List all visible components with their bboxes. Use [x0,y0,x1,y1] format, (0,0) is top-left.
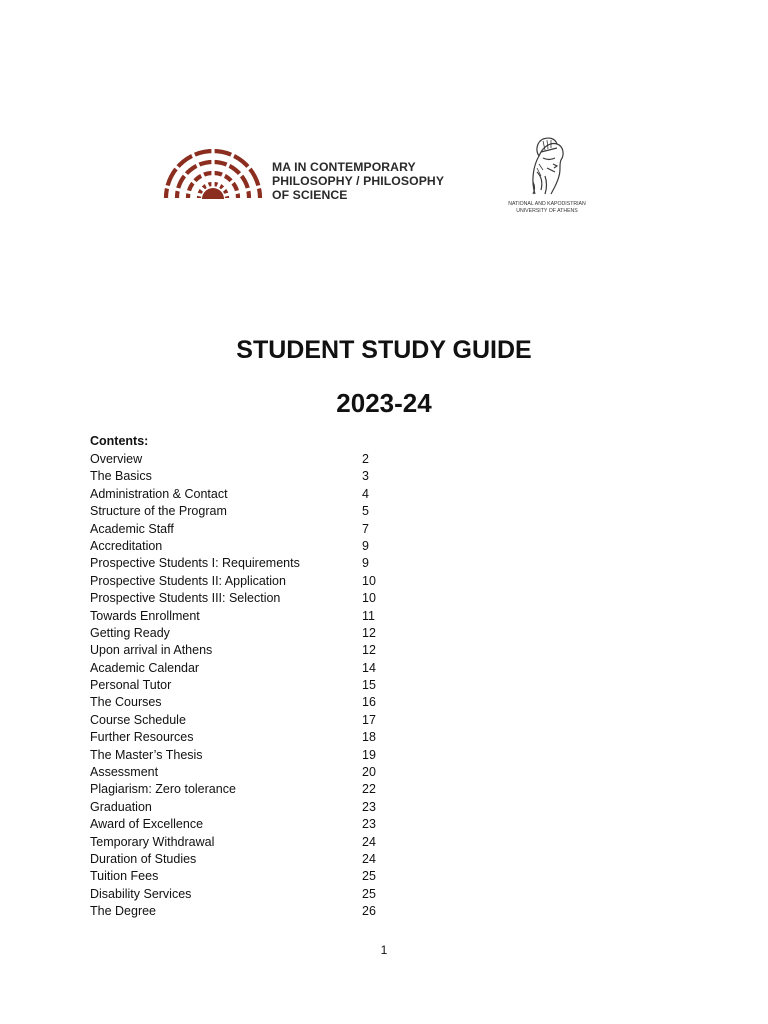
toc-entry-page: 14 [362,660,376,675]
toc-entry-label: The Degree [90,904,157,919]
toc-entry-page: 22 [362,782,376,797]
toc-entry-page: 12 [362,625,376,640]
toc-entry-page: 17 [362,712,376,727]
toc-entry-label: Getting Ready [90,625,170,640]
toc-entry [90,712,390,729]
toc-entry-label: Prospective Students II: Application [90,573,286,588]
ma-arc-logo-icon [158,142,268,204]
athena-head-icon [521,136,571,198]
toc-entry [90,886,390,903]
toc-entry-label: Award of Excellence [90,817,204,832]
toc-entry [90,694,390,711]
toc-entry [90,521,390,538]
toc-entry-page: 4 [362,486,369,501]
toc-entry-label: Upon arrival in Athens [90,643,213,658]
toc-entry [90,781,390,798]
toc-entry-label: Plagiarism: Zero tolerance [90,782,236,797]
toc-entry-label: Graduation [90,799,152,814]
toc-entry-page: 12 [362,643,376,658]
toc-entry-label: Disability Services [90,886,192,901]
toc-entry-label: Temporary Withdrawal [90,834,215,849]
toc-entry-label: Accreditation [90,538,163,553]
document-year: 2023-24 [336,388,432,418]
toc-entry-label: Course Schedule [90,712,186,727]
toc-entry-label: Structure of the Program [90,504,227,519]
document-title: STUDENT STUDY GUIDE [236,336,532,364]
toc-entry-page: 23 [362,799,376,814]
toc-entry [90,625,390,642]
toc-entry [90,799,390,816]
program-name [272,160,472,202]
toc-entry [90,903,390,920]
toc-entry-page: 26 [362,904,376,919]
toc-entry-page: 2 [362,452,369,466]
toc-entry [90,868,390,885]
toc-entry-page: 11 [362,608,375,623]
toc-entry [90,642,390,659]
toc-entry [90,538,390,555]
toc-entry-label: Administration & Contact [90,486,228,501]
toc-entry-page: 25 [362,886,376,901]
toc-entry-label: Academic Calendar [90,660,200,675]
university-caption-line: UNIVERSITY OF ATHENS [516,208,578,214]
toc-entry [90,677,390,694]
toc-entry-page: 24 [362,834,376,849]
toc-entry [90,486,390,503]
table-of-contents [90,451,390,921]
toc-entry-page: 10 [362,591,376,606]
toc-entry [90,729,390,746]
toc-entry-label: Assessment [90,765,159,780]
university-caption-line: NATIONAL AND KAPODISTRIAN [508,201,586,207]
toc-entry-page: 20 [362,765,376,780]
toc-entry [90,851,390,868]
toc-entry [90,468,390,485]
toc-entry [90,555,390,572]
toc-entry-page: 9 [362,538,369,553]
page-number: 1 [380,943,388,957]
program-name-line: OF SCIENCE [272,188,348,202]
toc-entry-page: 18 [362,730,376,745]
toc-entry-page: 5 [362,504,369,519]
toc-entry [90,660,390,677]
toc-entry [90,834,390,851]
toc-entry-label: The Basics [90,469,152,484]
program-name-line: MA IN CONTEMPORARY [272,160,416,174]
toc-entry-page: 16 [362,695,376,710]
toc-entry-page: 15 [362,678,376,693]
toc-entry-label: Academic Staff [90,521,174,536]
toc-entry-label: The Courses [90,695,162,710]
toc-entry-page: 25 [362,869,376,884]
toc-entry-page: 9 [362,556,369,571]
university-caption [494,201,600,215]
toc-entry-label: Personal Tutor [90,678,172,693]
toc-entry-page: 19 [362,747,376,762]
toc-entry [90,608,390,625]
toc-entry [90,451,390,468]
toc-entry-page: 23 [362,817,376,832]
toc-entry-label: Tuition Fees [90,869,159,884]
toc-entry-label: The Master’s Thesis [90,747,203,762]
toc-entry-label: Towards Enrollment [90,608,200,623]
toc-entry [90,503,390,520]
toc-entry-page: 24 [362,851,376,866]
toc-entry-label: Further Resources [90,730,194,745]
toc-entry-label: Prospective Students I: Requirements [90,556,300,571]
toc-entry [90,573,390,590]
toc-entry-page: 3 [362,469,369,484]
toc-entry [90,747,390,764]
toc-entry-label: Prospective Students III: Selection [90,591,281,606]
toc-entry-label: Duration of Studies [90,851,197,866]
contents-heading: Contents: [90,434,149,448]
toc-entry-label: Overview [90,452,143,466]
toc-entry [90,816,390,833]
toc-entry-page: 7 [362,521,369,536]
toc-entry-page: 10 [362,573,376,588]
toc-entry [90,764,390,781]
toc-entry [90,590,390,607]
program-name-line: PHILOSOPHY / PHILOSOPHY [272,174,445,188]
